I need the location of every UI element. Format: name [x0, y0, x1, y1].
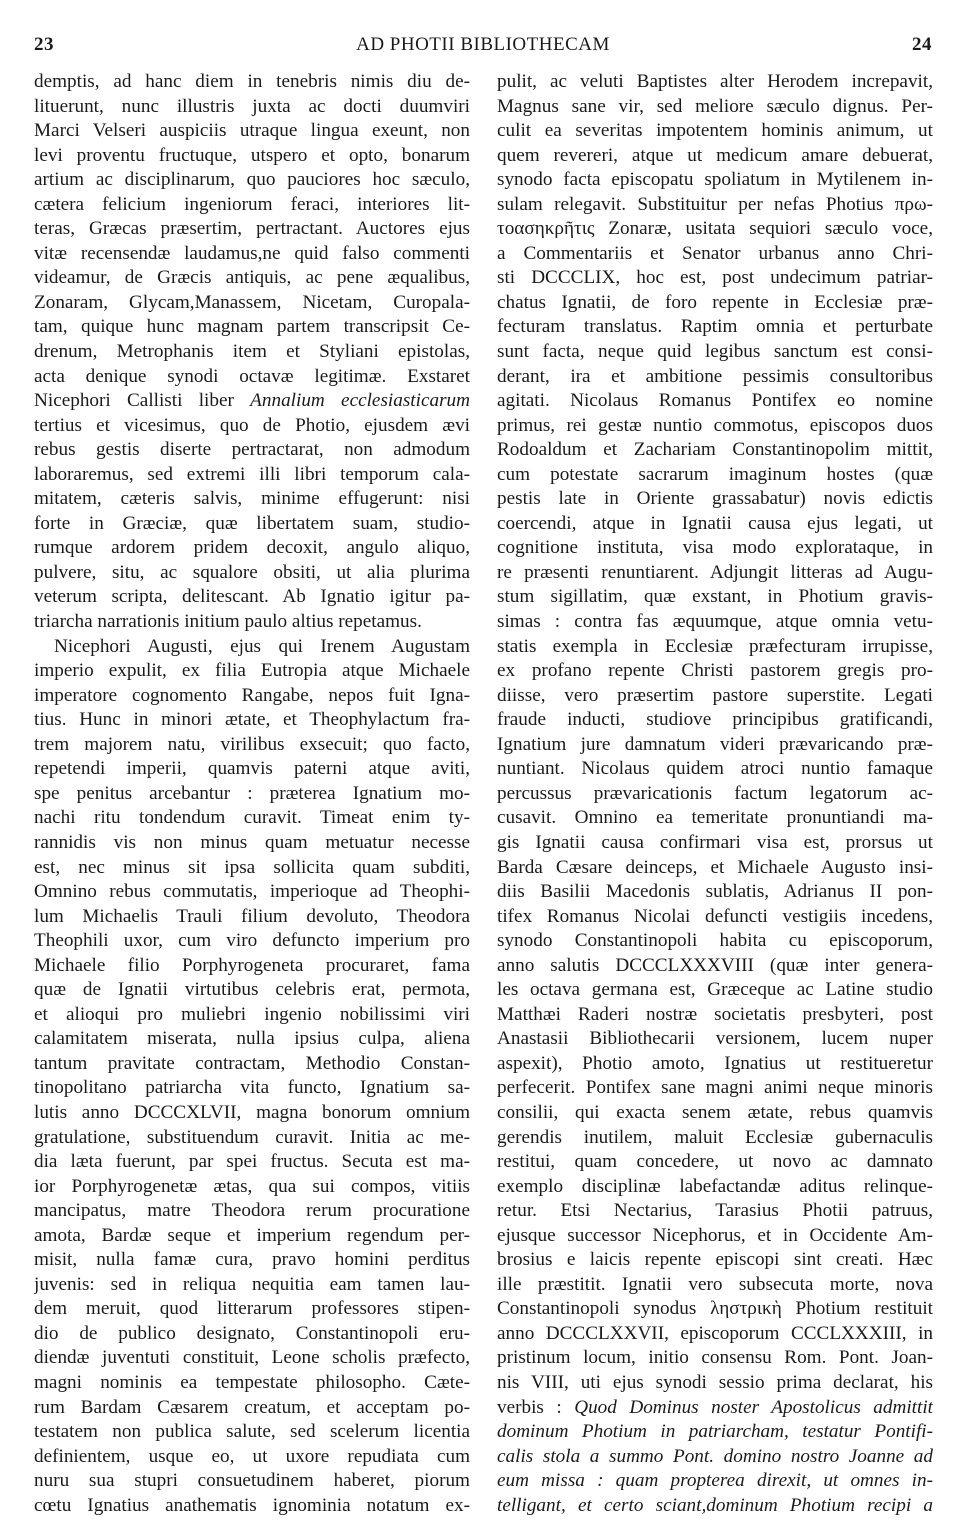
text-run: synodo Constantinopoli habita cu episcoporum,	[497, 930, 933, 952]
text-line	[497, 954, 933, 979]
text-run: videamur, de Græcis antiquis, ac pene æqualibus,	[34, 267, 470, 289]
text-run: fecturam translatus. Raptim omnia et perturbate	[497, 316, 933, 338]
text-run: levi proventu fructuque, utspero et opto, bonarum	[34, 144, 470, 166]
text-run: Theophili uxor, cum viro defuncto imperium pro	[34, 930, 470, 952]
text-line	[34, 315, 470, 340]
text-line	[497, 119, 933, 144]
text-line	[34, 389, 470, 414]
text-line	[34, 266, 470, 291]
text-run: τοασηκρῆτις Zonaræ, usitata sequiori sæculo voce,	[497, 218, 933, 240]
running-title: AD PHOTII BIBLIOTHECAM	[356, 34, 610, 55]
text-run: forte in Græciæ, quæ libertatem suam, studio-	[34, 512, 470, 534]
text-line	[497, 757, 933, 782]
text-run: artium ac disciplinarum, quo pauciores hoc sæculo,	[34, 169, 470, 191]
text-run: nuru sua stupri consuetudinem haberet, piorum	[34, 1470, 470, 1492]
text-run: primus, rei gestæ nuntio commotus, episcopos duos	[497, 414, 933, 436]
text-run: perfecerit. Pontifex sane magni animi neque minoris	[497, 1077, 933, 1099]
text-run: retur. Etsi Nectarius, Tarasius Photii patruus,	[497, 1200, 933, 1222]
text-line	[34, 708, 470, 733]
text-run: derant, ira et ambitione pessimis consultoribus	[497, 365, 933, 387]
page-number-left: 23	[34, 34, 54, 55]
text-line	[34, 733, 470, 758]
text-run: verbis :	[497, 1396, 575, 1418]
text-line	[497, 708, 933, 733]
text-run: synodo facta episcopatu spoliatum in Mytilenem in-	[497, 169, 933, 191]
text-run: Magnus sane vir, sed meliore sæculo dignus. Per-	[497, 95, 933, 117]
text-run: ex profano repente Christi pastorem gregis pro-	[497, 660, 933, 682]
text-line	[497, 1248, 933, 1273]
text-run: fraude inducti, studiove principibus gratificandi,	[497, 709, 933, 731]
text-line	[34, 512, 470, 537]
text-line	[34, 831, 470, 856]
text-run: mitatem, cæteris salvis, minime effugerunt: nisi	[34, 488, 470, 510]
right-column-text	[497, 70, 933, 1518]
italic-text-run: Annalium ecclesiasticarum	[250, 390, 470, 412]
text-line	[497, 365, 933, 390]
text-line	[497, 684, 933, 709]
text-run: nis VIII, uti ejus synodi sessio prima declarat, his	[497, 1371, 933, 1393]
text-run: Ignatium jure damnatum videri prævaricando præ-	[497, 733, 933, 755]
text-line	[34, 1346, 470, 1371]
text-line	[497, 1273, 933, 1298]
text-run: percussus prævaricationis factum legatorum ac-	[497, 782, 933, 804]
text-line	[34, 291, 470, 316]
text-run: rannidis vis non minus quam metuatur necesse	[34, 831, 470, 853]
text-line	[34, 217, 470, 242]
text-line	[497, 782, 933, 807]
text-line	[497, 1445, 933, 1470]
text-run: rumque ardorem pridem decoxit, angulo aliquo,	[34, 537, 470, 559]
text-line	[497, 1003, 933, 1028]
text-line	[497, 144, 933, 169]
text-run: quem revereri, atque ut medicum amare debuerat,	[497, 144, 933, 166]
text-run: dia læta fuerunt, par spei fructus. Secuta est ma-	[34, 1151, 470, 1173]
text-run: imperio expulit, ex filia Eutropia atque Michaele	[34, 660, 470, 682]
text-line	[34, 1199, 470, 1224]
italic-text-run: calis stola a summo Pont. domino nostro Joanne ad	[497, 1445, 933, 1467]
text-run: a Commentariis et Senator urbanus anno Chri-	[497, 242, 933, 264]
text-run: gratulatione, substituendum curavit. Initia ac me-	[34, 1126, 470, 1148]
italic-text-run: Quod Dominus noster Apostolicus admittit	[574, 1396, 933, 1418]
text-line	[497, 929, 933, 954]
text-run: testatem non publica salute, sed scelerum licentia	[34, 1421, 470, 1443]
text-line	[34, 757, 470, 782]
text-run: Constantinopoli synodus ληστρικὴ Photium restituit	[497, 1298, 933, 1320]
text-run: et alioqui pro muliebri ingenio nobilissimi viri	[34, 1003, 470, 1025]
text-line	[497, 1199, 933, 1224]
text-line	[34, 1469, 470, 1494]
text-run: coercendi, atque in Ignatii causa ejus legati, ut	[497, 512, 933, 534]
text-line	[497, 1101, 933, 1126]
text-run: Nicephori Augusti, ejus qui Irenem Augustam	[54, 635, 470, 657]
text-line	[34, 95, 470, 120]
text-run: nuntiant. Nicolaus quidem atroci nuntio famaque	[497, 758, 933, 780]
text-run: tinopolitano patriarcha vita functo, Ignatium sa-	[34, 1077, 470, 1099]
text-line	[34, 1273, 470, 1298]
text-run: tifex Romanus Nicolai defuncti vestigiis incedens,	[497, 905, 933, 927]
text-line	[497, 291, 933, 316]
text-line	[497, 905, 933, 930]
text-line	[497, 1322, 933, 1347]
text-run: statis exempla in Ecclesiæ præfecturam irrupisse,	[497, 635, 933, 657]
text-line	[497, 1126, 933, 1151]
text-run: ejusque successor Nicephorus, et in Occidente Am-	[497, 1224, 933, 1246]
text-line	[34, 880, 470, 905]
text-run: tius. Hunc in minori ætate, et Theophylactum fra-	[34, 709, 470, 731]
text-line	[34, 585, 470, 610]
text-run: rebus gestis diserte pertractarat, non admodum	[34, 439, 470, 461]
text-run: tantum pravitate contractam, Methodio Constan-	[34, 1052, 470, 1074]
text-line	[34, 929, 470, 954]
text-run: acta denique synodi octavæ legitimæ. Exstaret	[34, 365, 470, 387]
text-line	[34, 978, 470, 1003]
text-line	[497, 831, 933, 856]
italic-text-run: telligant, et certo sciant,dominum Photium recipi a	[497, 1494, 933, 1516]
text-line	[34, 463, 470, 488]
text-run: laboraremus, sed extremi illi libri temporum cala-	[34, 463, 470, 485]
text-line	[34, 1371, 470, 1396]
text-line	[497, 389, 933, 414]
text-line	[497, 1076, 933, 1101]
text-line	[497, 733, 933, 758]
text-run: anno DCCCLXXVII, episcoporum CCCLXXXIII, in	[497, 1322, 933, 1344]
text-run: restitui, quam concedere, ut novo ac damnato	[497, 1151, 933, 1173]
text-line	[34, 635, 470, 660]
text-line	[34, 1027, 470, 1052]
text-line	[34, 782, 470, 807]
text-line	[497, 1371, 933, 1396]
text-line	[497, 856, 933, 881]
text-line	[34, 806, 470, 831]
text-line	[34, 536, 470, 561]
text-run: quæ de Ignatii virtutibus celebris erat, permota,	[34, 979, 470, 1001]
text-line	[34, 561, 470, 586]
text-run: Anastasii Bibliothecarii versionem, lucem nuper	[497, 1028, 933, 1050]
text-line	[34, 1126, 470, 1151]
text-run: Matthæi Raderi nostræ societatis presbyteri, post	[497, 1003, 933, 1025]
text-run: repetendi imperii, quamvis paterni atque aviti,	[34, 758, 470, 780]
text-line	[497, 1469, 933, 1494]
text-run: chatus Ignatii, de foro repente in Ecclesiæ præ-	[497, 291, 933, 313]
text-run: anno salutis DCCCLXXXVIII (quæ inter genera-	[497, 954, 933, 976]
left-column-text	[34, 70, 470, 1518]
text-run: Omnino rebus commutatis, imperioque ad Theophi-	[34, 881, 470, 903]
text-line	[497, 217, 933, 242]
text-run: brosius e laicis repente episcopi sint creati. Hæc	[497, 1249, 933, 1271]
text-line	[34, 610, 470, 635]
text-line	[34, 1297, 470, 1322]
text-run: drenum, Metrophanis item et Styliani epistolas,	[34, 341, 470, 363]
text-run: stum sigillatim, quæ exstant, in Photium gravis-	[497, 586, 933, 608]
text-line	[34, 1052, 470, 1077]
text-line	[34, 905, 470, 930]
text-run: gis Ignatii causa confirmari visa est, prorsus ut	[497, 831, 933, 853]
text-line	[497, 1224, 933, 1249]
text-run: lum Michaelis Trauli filium devoluto, Theodora	[34, 905, 470, 927]
text-run: dio de publico designato, Constantinopoli eru-	[34, 1322, 470, 1344]
text-run: agitati. Nicolaus Romanus Pontifex eo nomine	[497, 390, 933, 412]
text-line	[34, 1150, 470, 1175]
text-line	[34, 1396, 470, 1421]
text-run: vitæ recensendæ laudamus,ne quid falso commenti	[34, 242, 470, 264]
text-run: magni nominis ea tempestate philosopho. Cæte-	[34, 1371, 470, 1393]
text-line	[34, 1076, 470, 1101]
text-run: Nicephori Callisti liber	[34, 390, 251, 412]
text-line	[497, 1297, 933, 1322]
text-run: les octava germana est, Græceque ac Latine studio	[497, 979, 933, 1001]
text-run: diis Basilii Macedonis sublatis, Adrianus II pon-	[497, 881, 933, 903]
text-run: sunt facta, neque quid legibus sanctum est consi-	[497, 341, 933, 363]
text-run: aspexit), Photio amoto, Ignatius ut restitueretur	[497, 1052, 933, 1074]
text-run: est, nec minus sit ipsa sollicita quam subditi,	[34, 856, 470, 878]
text-run: cum potestate sacrarum imaginum hostes (quæ	[497, 463, 933, 485]
text-run: exemplo disciplinæ labefactandæ aditus relinque-	[497, 1175, 933, 1197]
text-run: sulam relegavit. Substituitur per nefas Photius πρω-	[497, 193, 933, 215]
text-run: spe penitus arcebantur : præterea Ignatium mo-	[34, 782, 470, 804]
text-line	[497, 414, 933, 439]
text-run: nachi ritu tondendum curavit. Timeat enim ty-	[34, 807, 470, 829]
text-line	[497, 242, 933, 267]
text-line	[497, 1027, 933, 1052]
text-line	[497, 659, 933, 684]
text-line	[34, 1494, 470, 1519]
text-run: ille præstitit. Ignatii vero subsecuta morte, nova	[497, 1273, 933, 1295]
text-line	[497, 512, 933, 537]
text-line	[497, 487, 933, 512]
text-line	[34, 438, 470, 463]
text-line	[497, 978, 933, 1003]
text-run: Rodoaldum et Zachariam Constantinopolim mittit,	[497, 439, 933, 461]
page-number-right: 24	[912, 34, 932, 55]
text-line	[497, 463, 933, 488]
text-line	[497, 438, 933, 463]
text-line	[34, 193, 470, 218]
text-run: Zonaram, Glycam,Manassem, Nicetam, Curopala-	[34, 291, 470, 313]
text-line	[34, 856, 470, 881]
text-line	[497, 1346, 933, 1371]
text-run: veterum scripta, delitescant. Ab Ignatio igitur pa-	[34, 586, 470, 608]
text-run: misit, nulla famæ cura, pravo homini perditus	[34, 1249, 470, 1271]
text-run: simas : contra fas æquumque, atque omnia vetu-	[497, 611, 933, 633]
text-run: lituerunt, nunc illustris juxta ac docti duumviri	[34, 95, 470, 117]
text-run: demptis, ad hanc diem in tenebris nimis diu de-	[34, 71, 470, 92]
text-line	[497, 1175, 933, 1200]
text-line	[497, 610, 933, 635]
text-line	[497, 193, 933, 218]
text-run: consilii, qui exacta senem ætate, rebus quamvis	[497, 1101, 933, 1123]
text-line	[497, 1396, 933, 1421]
text-run: pulvere, situ, ac squalore obsiti, ut alia plurima	[34, 561, 470, 583]
text-run: pristinum locum, initio consensu Rom. Pont. Joan-	[497, 1347, 933, 1369]
text-line	[34, 1101, 470, 1126]
text-line	[34, 1420, 470, 1445]
text-run: sti DCCCLIX, hoc est, post undecimum patriar-	[497, 267, 933, 289]
text-line	[34, 1175, 470, 1200]
text-run: ior Porphyrogenetæ ætas, qua sui compos, vitiis	[34, 1175, 470, 1197]
text-run: lutis anno DCCCXLVII, magna bonorum omnium	[34, 1101, 470, 1123]
text-run: diisse, vero præsertim pastore superstite. Legati	[497, 684, 933, 706]
text-line	[34, 954, 470, 979]
text-run: trem majorem natu, virilibus exsecuit; quo facto,	[34, 733, 470, 755]
text-line	[497, 1150, 933, 1175]
text-line	[497, 70, 933, 95]
text-line	[497, 95, 933, 120]
text-run: Michaele filio Porphyrogeneta procuraret, fama	[34, 954, 470, 976]
text-line	[34, 70, 470, 95]
text-line	[497, 315, 933, 340]
text-line	[34, 1322, 470, 1347]
text-line	[497, 340, 933, 365]
text-line	[34, 1003, 470, 1028]
text-run: Barda Cæsare deinceps, et Michaele Augusto insi-	[497, 856, 933, 878]
text-run: cœtu Ignatius anathematis ignominia notatum ex-	[34, 1494, 470, 1516]
text-line	[497, 168, 933, 193]
text-line	[34, 1445, 470, 1470]
text-run: pestis late in Oriente grassabatur) novis edictis	[497, 488, 933, 510]
text-run: cætera felicium ingeniorum feraci, interiores lit-	[34, 193, 470, 215]
italic-text-run: dominum Photium in patriarcham, testatur Pontifi-	[497, 1421, 933, 1443]
text-run: gerendis inutilem, maluit Ecclesiæ gubernaculis	[497, 1126, 933, 1148]
text-line	[497, 1052, 933, 1077]
text-run: calamitatem miserata, nulla ipsius culpa, aliena	[34, 1028, 470, 1050]
text-line	[497, 536, 933, 561]
text-line	[34, 1224, 470, 1249]
text-run: definientem, usque eo, ut uxore repudiata cum	[34, 1445, 470, 1467]
text-line	[497, 266, 933, 291]
text-line	[34, 242, 470, 267]
text-run: pulit, ac veluti Baptistes alter Herodem increpavit,	[497, 71, 933, 92]
text-run: diendæ juventuti constituit, Leone scholis præfecto,	[34, 1347, 470, 1369]
text-run: cusavit. Omnino ea temeritate pronuntiandi ma-	[497, 807, 933, 829]
text-line	[34, 365, 470, 390]
text-line	[34, 414, 470, 439]
text-run: amota, Bardæ seque et imperium regendum per-	[34, 1224, 470, 1246]
text-line	[497, 880, 933, 905]
text-run: mancipatus, matre Theodora rerum procuratione	[34, 1200, 470, 1222]
text-line	[34, 168, 470, 193]
text-line	[497, 806, 933, 831]
text-line	[34, 487, 470, 512]
text-run: cognitione instituta, visa modo explorataque, in	[497, 537, 933, 559]
running-header	[34, 34, 932, 60]
text-run: juvenis: sed in reliqua nequitia eam tamen lau-	[34, 1273, 470, 1295]
text-line	[34, 1248, 470, 1273]
text-run: tam, quique hunc magnam partem transcripsit Ce-	[34, 316, 470, 338]
text-line	[34, 684, 470, 709]
text-run: tertius et vicesimus, quo de Photio, ejusdem ævi	[34, 414, 470, 436]
text-line	[34, 340, 470, 365]
text-run: Marci Velseri auspiciis utraque lingua exeunt, non	[34, 120, 470, 142]
text-run: rum Bardam Cæsarem creatum, et acceptam po-	[34, 1396, 470, 1418]
text-line	[34, 144, 470, 169]
italic-text-run: eum missa : quam propterea direxit, ut omnes in-	[497, 1470, 933, 1492]
text-run: dem meruit, quod litterarum professores stipen-	[34, 1298, 470, 1320]
text-run: imperatore cognomento Rangabe, nepos fuit Igna-	[34, 684, 470, 706]
text-run: teras, Græcas præsertim, pertractant. Auctores ejus	[34, 218, 470, 240]
text-line	[497, 585, 933, 610]
text-line	[497, 1420, 933, 1445]
text-run: re præsenti renuntiarent. Adjungit litteras ad Augu-	[497, 561, 933, 583]
text-line	[34, 119, 470, 144]
text-line	[497, 635, 933, 660]
text-run: triarcha narrationis initium paulo altius repetamus.	[34, 611, 422, 633]
text-run: culit ea severitas impotentem hominis animum, ut	[497, 120, 933, 142]
text-line	[34, 659, 470, 684]
text-line	[497, 561, 933, 586]
text-line	[497, 1494, 933, 1519]
